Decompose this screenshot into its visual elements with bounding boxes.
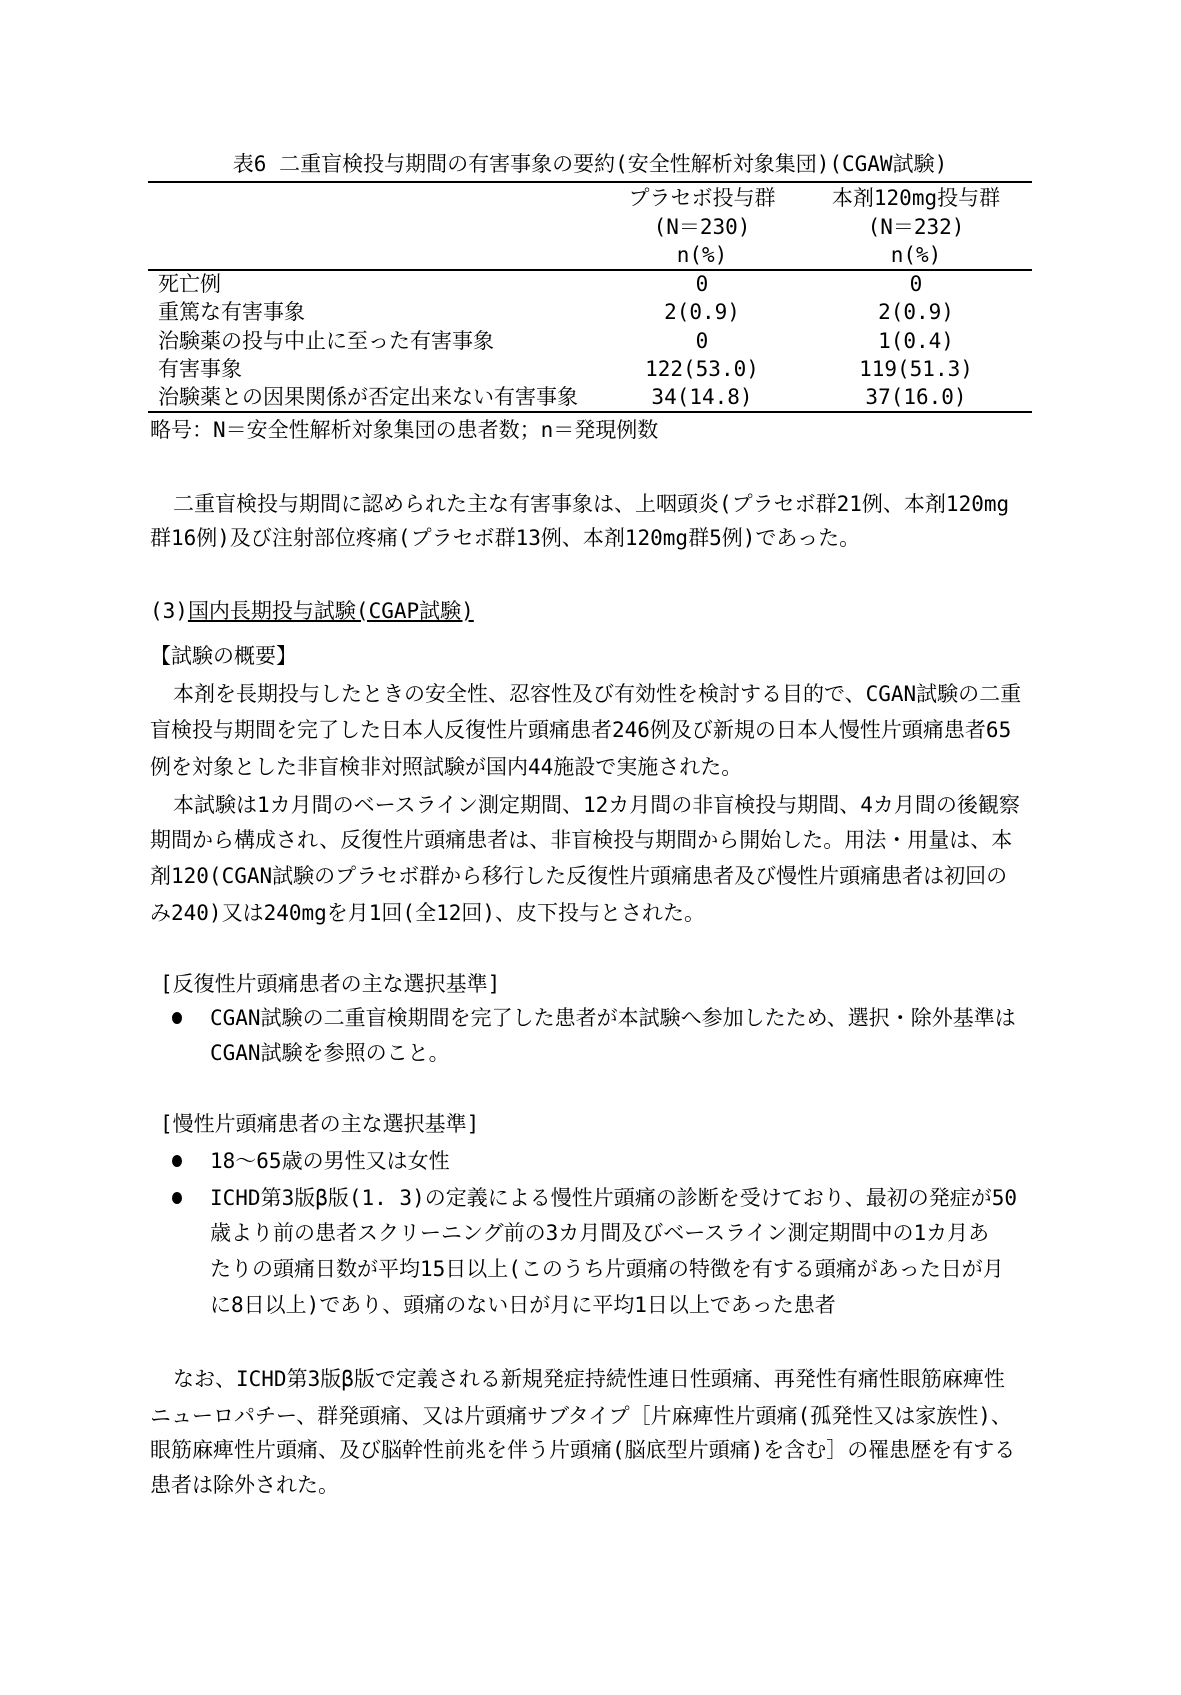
row-label: 有害事象	[158, 357, 242, 381]
section-number: (3)	[150, 599, 188, 623]
section-heading	[150, 598, 474, 624]
table-bottom-rule	[148, 411, 1032, 413]
col-header-drug: 本剤120mg投与群	[831, 186, 1001, 210]
bullet-line: CGAN試験の二重盲検期間を完了した患者が本試験へ参加したため、選択・除外基準は	[210, 1006, 1016, 1030]
episodic-criteria-heading: [反復性片頭痛患者の主な選択基準]	[160, 972, 501, 996]
cell: 37(16.0)	[865, 385, 967, 409]
bullet-icon	[172, 1192, 182, 1204]
table-title: 表6 二重盲検投与期間の有害事象の要約(安全性解析対象集団)(CGAW試験)	[232, 152, 948, 176]
paragraph-line: 剤120(CGAN試験のプラセボ群から移行した反復性片頭痛患者及び慢性片頭痛患者は初回の	[150, 864, 1008, 888]
section-title: 国内長期投与試験(CGAP試験)	[187, 599, 474, 623]
row-label: 治験薬の投与中止に至った有害事象	[158, 329, 494, 353]
cell: 1(0.4)	[878, 329, 954, 353]
paragraph-line: 群16例)及び注射部位疼痛(プラセボ群13例、本剤120mg群5例)であった。	[150, 526, 861, 550]
paragraph-line: 眼筋麻痺性片頭痛、及び脳幹性前兆を伴う片頭痛(脳底型片頭痛)を含む］の罹患歴を有する	[150, 1438, 1016, 1462]
cell: 0	[695, 272, 709, 296]
row-label: 治験薬との因果関係が否定出来ない有害事象	[158, 385, 578, 409]
bullet-line: 18～65歳の男性又は女性	[210, 1149, 450, 1173]
cell: 34(14.8)	[651, 385, 753, 409]
paragraph-line: 本試験は1カ月間のベースライン測定期間、12カ月間の非盲検投与期間、4カ月間の後観察	[173, 793, 1020, 817]
paragraph-line: ニューロパチー、群発頭痛、又は片頭痛サブタイプ［片麻痺性片頭痛(孤発性又は家族性)、	[150, 1404, 1012, 1428]
bullet-icon	[172, 1155, 182, 1167]
chronic-criteria-heading: [慢性片頭痛患者の主な選択基準]	[160, 1112, 480, 1136]
paragraph-line: み240)又は240mgを月1回(全12回)、皮下投与とされた。	[150, 901, 706, 925]
col-unit-placebo: n(%)	[676, 243, 728, 267]
cell: 0	[909, 272, 923, 296]
table-footnote: 略号：N＝安全性解析対象集団の患者数；n＝発現例数	[150, 418, 659, 442]
cell: 122(53.0)	[645, 357, 759, 381]
cell: 2(0.9)	[878, 300, 954, 324]
bullet-line: CGAN試験を参照のこと。	[210, 1041, 450, 1065]
paragraph-line: なお、ICHD第3版β版で定義される新規発症持続性連日性頭痛、再発性有痛性眼筋麻痺性	[173, 1367, 1005, 1391]
col-n-drug: (N＝232)	[867, 215, 965, 239]
bullet-line: に8日以上)であり、頭痛のない日が月に平均1日以上であった患者	[210, 1293, 836, 1317]
paragraph-line: 例を対象とした非盲検非対照試験が国内44施設で実施された。	[150, 755, 743, 779]
col-n-placebo: (N＝230)	[653, 215, 751, 239]
paragraph-line: 二重盲検投与期間に認められた主な有害事象は、上咽頭炎(プラセボ群21例、本剤120mg	[173, 492, 1010, 516]
row-label: 死亡例	[158, 272, 221, 296]
bullet-icon	[172, 1012, 182, 1024]
col-header-placebo: プラセボ投与群	[628, 186, 776, 210]
col-unit-drug: n(%)	[890, 243, 942, 267]
bullet-line: たりの頭痛日数が平均15日以上(このうち片頭痛の特徴を有する頭痛があった日が月	[210, 1257, 1004, 1281]
cell: 119(51.3)	[859, 357, 973, 381]
bullet-line: 歳より前の患者スクリーニング前の3カ月間及びベースライン測定期間中の1カ月あ	[210, 1221, 990, 1245]
paragraph-line: 盲検投与期間を完了した日本人反復性片頭痛患者246例及び新規の日本人慢性片頭痛患者65	[150, 718, 1012, 742]
paragraph-line: 本剤を長期投与したときの安全性、忍容性及び有効性を検討する目的で、CGAN試験の二重	[173, 682, 1022, 706]
bullet-line: ICHD第3版β版(1. 3)の定義による慢性片頭痛の診断を受けており、最初の発症が50	[210, 1186, 1018, 1210]
row-label: 重篤な有害事象	[158, 300, 305, 324]
overview-heading: 【試験の概要】	[150, 644, 297, 668]
cell: 2(0.9)	[664, 300, 740, 324]
cell: 0	[695, 329, 709, 353]
paragraph-line: 患者は除外された。	[150, 1473, 339, 1497]
paragraph-line: 期間から構成され、反復性片頭痛患者は、非盲検投与期間から開始した。用法・用量は、本	[150, 828, 1013, 852]
table-top-rule	[148, 181, 1032, 183]
